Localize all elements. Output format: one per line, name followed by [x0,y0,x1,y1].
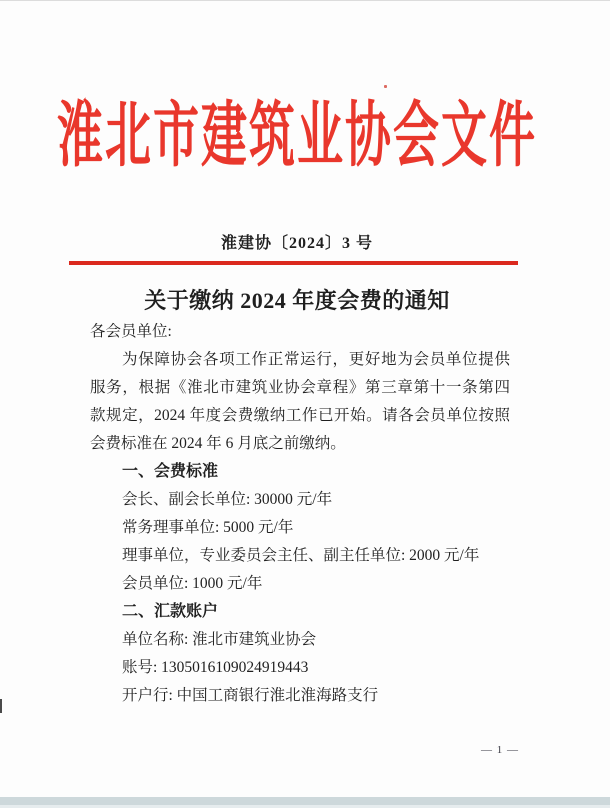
page-number: — 1 — [481,744,519,756]
paragraph-line: 款规定，2024 年度会费缴纳工作已开始。请各会员单位按照 [90,407,510,424]
fee-item-standing-director: 常务理事单位: 5000 元/年 [122,519,294,536]
account-number: 账号: 1305016109024919443 [122,659,309,676]
account-bank: 开户行: 中国工商银行淮北淮海路支行 [122,687,379,704]
fee-item-president: 会长、副会长单位: 30000 元/年 [122,491,333,508]
fee-item-director: 理事单位，专业委员会主任、副主任单位: 2000 元/年 [122,547,480,564]
red-separator-line [69,261,518,265]
paragraph-line: 为保障协会各项工作正常运行，更好地为会员单位提供 [122,351,510,368]
scan-top-edge-line [0,0,610,1]
section-heading-remittance-account: 二、汇款账户 [122,603,219,620]
scan-red-speck-artifact [384,85,387,88]
paragraph-line: 服务，根据《淮北市建筑业协会章程》第三章第十一条第四 [90,379,510,396]
paragraph-line: 会费标准在 2024 年 6 月底之前缴纳。 [90,435,346,452]
salutation-line: 各会员单位: [90,323,172,340]
scan-left-edge-artifact [0,699,2,713]
document-body [90,318,510,710]
notice-title: 关于缴纳 2024 年度会费的通知 [144,288,450,313]
document-number: 淮建协〔2024〕3 号 [220,235,373,252]
section-heading-fee-standard: 一、会费标准 [122,463,219,480]
document-header-title: 淮北市建筑业协会文件 [57,95,537,175]
fee-item-member: 会员单位: 1000 元/年 [122,575,263,592]
scan-bottom-strip [0,797,610,805]
account-unit-name: 单位名称: 淮北市建筑业协会 [122,631,317,648]
